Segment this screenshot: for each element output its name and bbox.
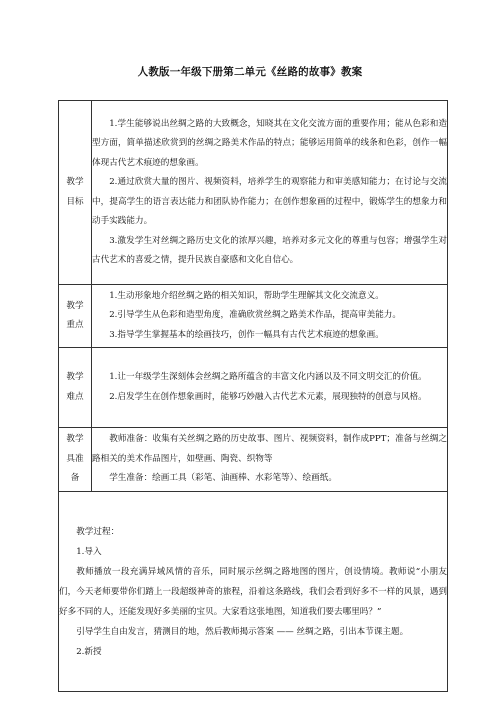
teacher-preparation: 教师准备：收集有关丝绸之路的历史故事、图片、视频资料，制作成PPT；准备与丝绸之路相关的美术作品图片，如壁画、陶瓷、织物等 bbox=[92, 434, 447, 464]
goals-paragraph: 2.通过欣赏大量的图片、视频资料，培养学生的观察能力和审美感知能力；在讨论与交流中，提高学生的语言表达能力和团队协作能力；在创作想象画的过程中，锻炼学生的想象力和动手实践能力。 bbox=[92, 177, 447, 226]
preparation-row bbox=[59, 428, 448, 492]
difficulties-content bbox=[92, 348, 448, 428]
difficulties-label-line: 教学 bbox=[66, 372, 84, 382]
key-points-row bbox=[59, 285, 448, 348]
goals-label bbox=[59, 101, 92, 285]
goals-content bbox=[92, 101, 448, 285]
goals-row bbox=[59, 101, 448, 285]
preparation-label-line: 备 bbox=[70, 473, 80, 484]
preparation-label-line: 具准 bbox=[66, 453, 84, 464]
goals-paragraph: 3.激发学生对丝绸之路历史文化的浓厚兴趣，培养对多元文化的尊重与包容；增强学生对古代艺术的喜爱之情，提升民族自豪感和文化自信心。 bbox=[92, 235, 447, 265]
preparation-label-line: 教学 bbox=[66, 434, 84, 445]
student-preparation: 学生准备：绘画工具（彩笔、油画棒、水彩笔等）、绘画纸。 bbox=[109, 473, 337, 484]
key-points-label-line: 教学 bbox=[66, 300, 84, 311]
preparation-content bbox=[92, 428, 448, 492]
process-content bbox=[59, 492, 448, 692]
goals-paragraph: 1.学生能够说出丝绸之路的大致概念，知晓其在文化交流方面的重要作用；能从色彩和造型方面，简单描述欣赏到的丝绸之路美术作品的特点；能够运用简单的线条和色彩，创作一幅体现古代艺术痕迹的想象画。 bbox=[92, 118, 447, 168]
process-paragraph: 引导学生自由发言，猜测目的地，然后教师揭示答案 —— 丝绸之路，引出本节课主题。 bbox=[76, 626, 409, 637]
difficulties-row bbox=[59, 348, 448, 428]
key-point-item: 2.引导学生从色彩和造型角度，准确欣赏丝绸之路美术作品，提高审美能力。 bbox=[109, 310, 401, 321]
process-paragraph: 教师播放一段充满异域风情的音乐，同时展示丝绸之路地图的图片，创设情境。教师说“小朋友们，今天老师要带你们踏上一段超级神奇的旅程，沿着这条路线，我们会看到好多不一样的风景，遇到好多不同的人，还能发现好多美丽的宝贝。大家看这张地图，知道我们要去哪里吗？” bbox=[59, 566, 447, 617]
difficulties-label-line: 难点 bbox=[66, 391, 84, 402]
goals-label-line: 教学 bbox=[66, 177, 84, 187]
process-row bbox=[59, 492, 448, 692]
process-heading: 教学过程： bbox=[76, 526, 120, 537]
difficulty-item: 1.让一年级学生深刻体会丝绸之路所蕴含的丰富文化内涵以及不同文明交汇的价值。 bbox=[109, 372, 427, 382]
difficulties-label bbox=[59, 348, 92, 428]
lesson-plan-table bbox=[58, 100, 448, 692]
key-point-item: 1.生动形象地介绍丝绸之路的相关知识，帮助学生理解其文化交流意义。 bbox=[109, 290, 384, 301]
process-step-heading: 2.新授 bbox=[76, 646, 102, 657]
key-point-item: 3.指导学生掌握基本的绘画技巧，创作一幅具有古代艺术痕迹的想象画。 bbox=[109, 329, 384, 340]
key-points-label-line: 重点 bbox=[66, 320, 84, 330]
goals-label-line: 目标 bbox=[66, 196, 84, 207]
process-step-heading: 1.导入 bbox=[76, 546, 102, 557]
document-title: 人教版一年级下册第二单元《丝路的故事》教案 bbox=[137, 66, 363, 78]
difficulty-item: 2.启发学生在创作想象画时，能够巧妙融入古代艺术元素，展现独特的创意与风格。 bbox=[109, 391, 427, 402]
key-points-label bbox=[59, 285, 92, 348]
preparation-label bbox=[59, 428, 92, 492]
key-points-content bbox=[92, 285, 448, 348]
